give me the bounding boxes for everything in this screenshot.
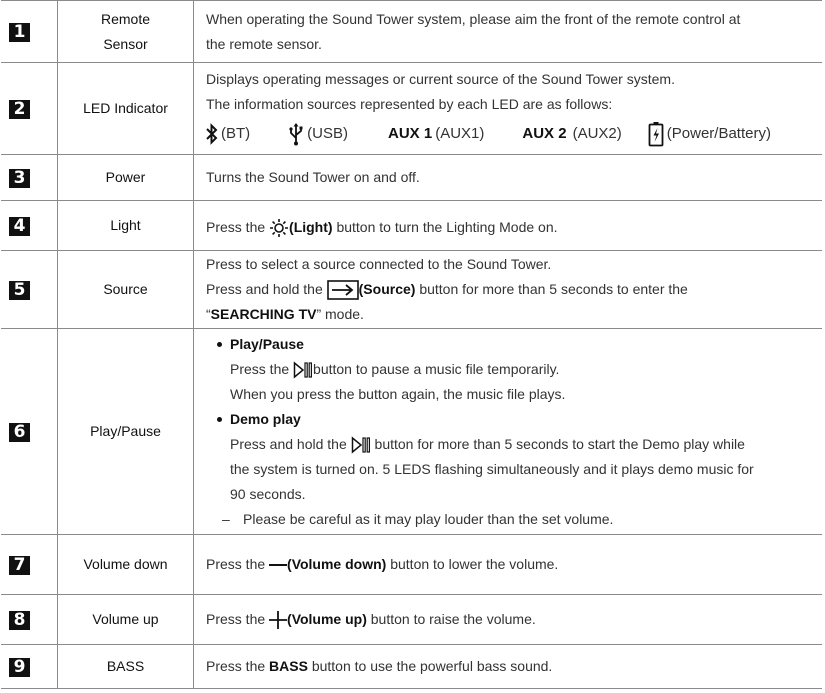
led-item-aux1 — [388, 121, 484, 146]
description-line: Press to select a source connected to the Sound Tower. — [206, 256, 552, 272]
item-name: BASS — [106, 658, 145, 674]
description-text: button to turn the Lighting Mode on. — [336, 219, 558, 235]
table-row — [1, 595, 822, 645]
row-number-cell — [1, 329, 58, 535]
table-row — [1, 63, 822, 155]
description-line: the system is turned on. 5 LEDS flashing simultaneously and it plays demo music for — [230, 460, 754, 477]
row-number-cell — [1, 535, 58, 595]
item-name: Power — [105, 169, 146, 185]
button-name: (Source) — [358, 281, 416, 297]
button-name: (Volume up) — [287, 611, 367, 627]
button-name: (Volume down) — [287, 556, 387, 572]
note-line — [204, 507, 814, 532]
description-text: Press the — [206, 658, 266, 674]
led-text: (BT) — [221, 125, 251, 142]
description-line: Displays operating messages or current source of the Sound Tower system. — [206, 70, 675, 87]
led-label: AUX 1 — [388, 125, 433, 142]
description-text: button to raise the volume. — [370, 611, 536, 627]
mode-name: SEARCHING TV — [210, 306, 317, 322]
table-row — [1, 155, 822, 201]
item-name: Light — [110, 217, 141, 233]
description-line: Turns the Sound Tower on and off. — [206, 169, 420, 185]
list-item — [218, 332, 814, 407]
number-badge: 4 — [9, 217, 30, 236]
row-number-cell — [1, 63, 58, 155]
description-line: When operating the Sound Tower system, please aim the front of the remote control at — [206, 10, 741, 27]
number-badge: 6 — [9, 423, 30, 442]
description-text: button for more than 5 seconds to enter the — [419, 281, 688, 297]
item-name-cell — [58, 63, 194, 155]
item-name-cell — [58, 1, 194, 63]
description-text: Press and hold the — [206, 281, 323, 297]
number-badge: 2 — [9, 100, 30, 119]
description-line — [230, 357, 814, 382]
table-row — [1, 329, 822, 535]
description-cell — [194, 155, 823, 201]
description-text: Press and hold the — [230, 435, 347, 452]
description-cell — [194, 251, 823, 329]
description-text: button for more than 5 seconds to start the Demo play while — [374, 435, 745, 452]
description-line — [206, 277, 814, 302]
item-name-cell — [58, 329, 194, 535]
description-cell — [194, 201, 823, 251]
row-number-cell — [1, 155, 58, 201]
button-name: (Light) — [289, 219, 333, 235]
led-item-usb — [288, 121, 348, 146]
description-line — [206, 302, 814, 327]
description-cell — [194, 645, 823, 689]
description-cell — [194, 595, 823, 645]
battery-icon — [648, 121, 664, 147]
item-name-cell — [58, 201, 194, 251]
bullet-title: Demo play — [230, 410, 301, 427]
table-row — [1, 201, 822, 251]
description-text: ” mode. — [316, 306, 364, 322]
bluetooth-icon — [206, 123, 218, 145]
number-badge: 3 — [9, 169, 30, 188]
description-text: button to use the powerful bass sound. — [311, 658, 553, 674]
description-cell — [194, 1, 823, 63]
led-legend — [206, 117, 814, 151]
item-name-line: Sensor — [103, 35, 148, 52]
number-badge: 9 — [9, 658, 30, 677]
source-icon — [327, 280, 359, 300]
item-name-cell — [58, 535, 194, 595]
specification-table — [1, 0, 822, 689]
dash-mark: – — [222, 510, 230, 527]
table-row — [1, 645, 822, 689]
description-line — [230, 432, 814, 457]
number-badge: 5 — [9, 281, 30, 300]
bullet-list — [204, 332, 814, 507]
description-cell — [194, 63, 823, 155]
led-text: (Power/Battery) — [666, 125, 771, 142]
description-text: button to lower the volume. — [390, 556, 559, 572]
row-number-cell — [1, 1, 58, 63]
led-text: (USB) — [307, 125, 349, 142]
number-badge: 1 — [9, 23, 30, 42]
led-item-battery — [648, 121, 771, 147]
description-text: button to pause a music file temporarily. — [313, 360, 560, 377]
number-badge: 7 — [9, 556, 30, 575]
description-line: 90 seconds. — [230, 485, 306, 502]
minus-icon — [269, 558, 287, 572]
quote-mark: “ — [206, 306, 211, 322]
led-item-bt — [206, 121, 250, 146]
description-line: the remote sensor. — [206, 35, 322, 52]
table-row — [1, 535, 822, 595]
item-name: LED Indicator — [83, 100, 168, 116]
note-text: Please be careful as it may play louder than the set volume. — [243, 510, 614, 527]
row-number-cell — [1, 645, 58, 689]
item-name-cell — [58, 251, 194, 329]
description-line: When you press the button again, the music file plays. — [230, 385, 566, 402]
item-name-cell — [58, 595, 194, 645]
led-label: AUX 2 — [522, 125, 567, 142]
item-name: Volume down — [83, 556, 168, 572]
item-name: Source — [103, 281, 148, 297]
led-item-aux2 — [522, 121, 621, 146]
item-name-line: Remote — [100, 10, 151, 27]
description-line: The information sources represented by each LED are as follows: — [206, 95, 613, 112]
table-row — [1, 1, 822, 63]
row-number-cell — [1, 201, 58, 251]
bullet-title: Play/Pause — [230, 335, 304, 352]
led-text: (AUX1) — [435, 125, 485, 142]
button-name: BASS — [269, 658, 308, 674]
description-text: Press the — [206, 556, 266, 572]
plus-icon — [269, 611, 287, 629]
number-badge: 8 — [9, 611, 30, 630]
play-pause-icon — [351, 436, 371, 454]
item-name: Volume up — [92, 611, 159, 627]
row-number-cell — [1, 251, 58, 329]
description-text: Press the — [206, 611, 266, 627]
description-cell — [194, 329, 823, 535]
description-cell — [194, 535, 823, 595]
usb-icon — [288, 122, 304, 146]
row-number-cell — [1, 595, 58, 645]
description-text: Press the — [230, 360, 290, 377]
led-text: (AUX2) — [572, 125, 622, 142]
item-name: Play/Pause — [90, 423, 161, 439]
light-icon — [269, 218, 289, 238]
play-pause-icon — [293, 361, 313, 379]
list-item — [218, 407, 814, 507]
item-name-cell — [58, 155, 194, 201]
item-name-cell — [58, 645, 194, 689]
table-row — [1, 251, 822, 329]
description-text: Press the — [206, 219, 266, 235]
